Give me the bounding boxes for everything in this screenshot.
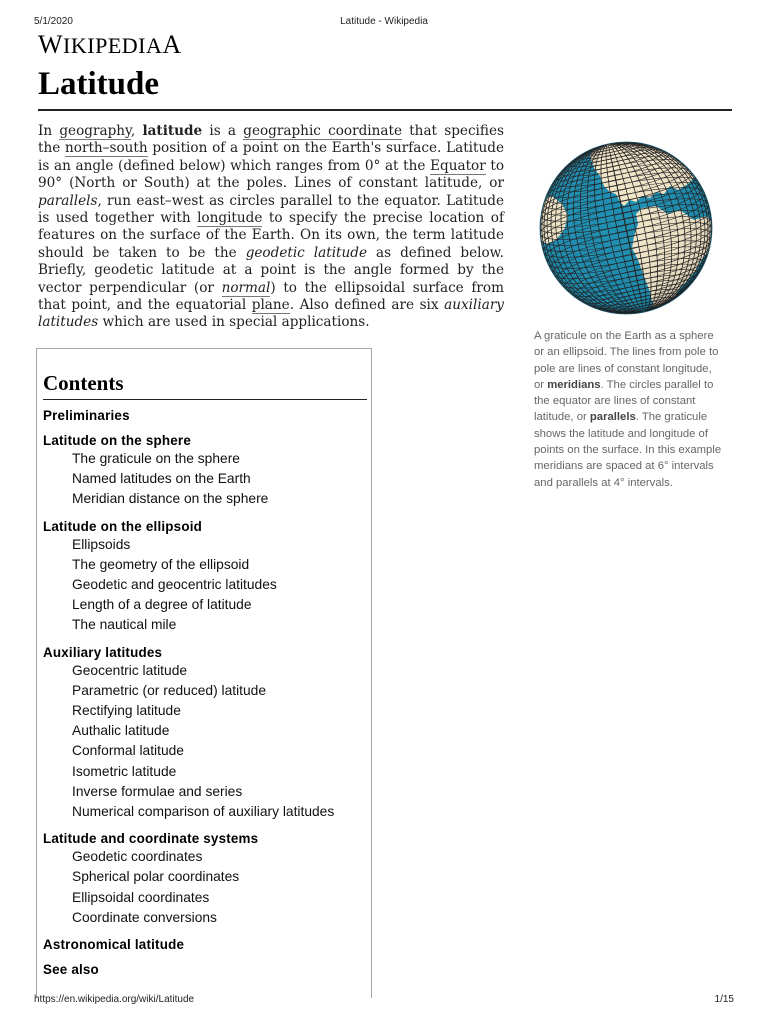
toc-item-geodetic-and-geocentric-latitudes[interactable]: Geodetic and geocentric latitudes xyxy=(72,577,277,593)
toc-section-latitude-on-the-ellipsoid[interactable]: Latitude on the ellipsoid xyxy=(43,518,202,534)
toc-item-geodetic-coordinates[interactable]: Geodetic coordinates xyxy=(72,849,203,865)
print-header xyxy=(34,16,734,30)
link-geography[interactable]: geography xyxy=(59,123,131,139)
toc-item-the-nautical-mile[interactable]: The nautical mile xyxy=(72,617,177,633)
infobox xyxy=(528,140,724,491)
toc-item-named-latitudes-on-the-earth[interactable]: Named latitudes on the Earth xyxy=(72,471,251,487)
toc-section-astronomical-latitude[interactable]: Astronomical latitude xyxy=(43,937,185,953)
toc-item-meridian-distance-on-the-sphere[interactable]: Meridian distance on the sphere xyxy=(72,491,269,507)
toc-item-rectifying-latitude[interactable]: Rectifying latitude xyxy=(72,703,181,719)
link-longitude[interactable]: longitude xyxy=(197,210,263,227)
print-footer xyxy=(34,994,734,1008)
toc-item-conformal-latitude[interactable]: Conformal latitude xyxy=(72,743,184,759)
page-title: Latitude xyxy=(38,66,732,111)
toc-item-ellipsoidal-coordinates[interactable]: Ellipsoidal coordinates xyxy=(72,889,210,905)
caption-bold-parallels: parallels xyxy=(589,411,636,424)
italic-geodetic-latitude: geodetic latitude xyxy=(245,244,368,261)
toc-item-numerical-comparison-of-auxiliary-latitudes[interactable]: Numerical comparison of auxiliary latitudes xyxy=(72,804,335,820)
toc-item-the-graticule-on-the-sphere[interactable]: The graticule on the sphere xyxy=(72,451,240,466)
intro-paragraph: In geography, latitude is a geographic coordinate that specifies the north–south position of a point on the Earth's surface. Latitude is an angle (defined below) which ranges from 0° at the Equator to 90° (North or South) at the poles. Lines of constant latitude, or parallels, run east–west as circles parallel to the equator. Latitude is used together with longitude to specify the precise location of features on the surface of the Earth. On its own, the term latitude should be taken to be the geodetic latitude as defined below. Briefly, geodetic latitude at a point is the angle formed by the vector perpendicular (or normal) to the ellipsoidal surface from that point, and the equatorial plane. Also defined are six auxiliary latitudes which are used in special applications. xyxy=(38,123,505,331)
print-url: https://en.wikipedia.org/wiki/Latitude xyxy=(34,994,195,1005)
toc-item-coordinate-conversions[interactable]: Coordinate conversions xyxy=(72,909,217,925)
link-north-south[interactable]: north–south xyxy=(65,140,148,157)
print-page-title: Latitude - Wikipedia xyxy=(340,16,428,27)
toc-item-parametric-or-reduced-latitude[interactable]: Parametric (or reduced) latitude xyxy=(72,682,267,698)
italic-parallels: parallels xyxy=(38,192,98,209)
toc-item-isometric-latitude[interactable]: Isometric latitude xyxy=(72,763,177,779)
toc-section-latitude-on-the-sphere[interactable]: Latitude on the sphere xyxy=(43,433,191,448)
italic-auxiliary-latitudes: auxiliary latitudes xyxy=(38,297,504,331)
toc-item-spherical-polar-coordinates[interactable]: Spherical polar coordinates xyxy=(72,869,240,885)
toc-section-see-also[interactable]: See also xyxy=(43,962,99,978)
toc-section-latitude-and-coordinate-systems[interactable]: Latitude and coordinate systems xyxy=(43,831,259,847)
globe-graticule-image[interactable] xyxy=(538,140,714,316)
globe-shading xyxy=(540,142,712,314)
table-of-contents xyxy=(36,348,372,998)
toc-item-ellipsoids[interactable]: Ellipsoids xyxy=(72,536,131,552)
toc-item-authalic-latitude[interactable]: Authalic latitude xyxy=(72,723,170,739)
link-geographic-coordinate[interactable]: geographic coordinate xyxy=(243,123,403,139)
wikipedia-wordmark[interactable]: WIKIPEDIAA xyxy=(38,30,182,59)
print-page-number: 1/15 xyxy=(714,994,734,1005)
link-equator[interactable]: Equator xyxy=(430,157,486,174)
caption-bold-meridians: meridians xyxy=(547,378,601,391)
link-normal[interactable]: normal xyxy=(221,279,271,296)
toc-item-the-geometry-of-the-ellipsoid[interactable]: The geometry of the ellipsoid xyxy=(72,556,250,572)
toc-item-geocentric-latitude[interactable]: Geocentric latitude xyxy=(72,662,188,678)
bold-term-latitude: latitude xyxy=(142,123,203,139)
print-date: 5/1/2020 xyxy=(34,16,73,27)
link-plane[interactable]: plane xyxy=(251,297,290,314)
toc-title: Contents xyxy=(43,371,367,400)
toc-section-auxiliary-latitudes[interactable]: Auxiliary latitudes xyxy=(43,644,163,660)
toc-item-inverse-formulae-and-series[interactable]: Inverse formulae and series xyxy=(72,783,243,799)
toc-list xyxy=(43,407,371,978)
toc-item-length-of-a-degree-of-latitude[interactable]: Length of a degree of latitude xyxy=(72,597,252,613)
toc-section-preliminaries[interactable]: Preliminaries xyxy=(43,408,130,423)
infobox-caption: A graticule on the Earth as a sphere or an ellipsoid. The lines from pole to pole are lines of constant longitude, or meridians. The circles parallel to the equator are lines of constant latitude, or parallels. The graticule shows the latitude and longitude of points on the surface. In this example meridians are spaced at 6° intervals and parallels at 4° intervals. xyxy=(534,330,722,489)
